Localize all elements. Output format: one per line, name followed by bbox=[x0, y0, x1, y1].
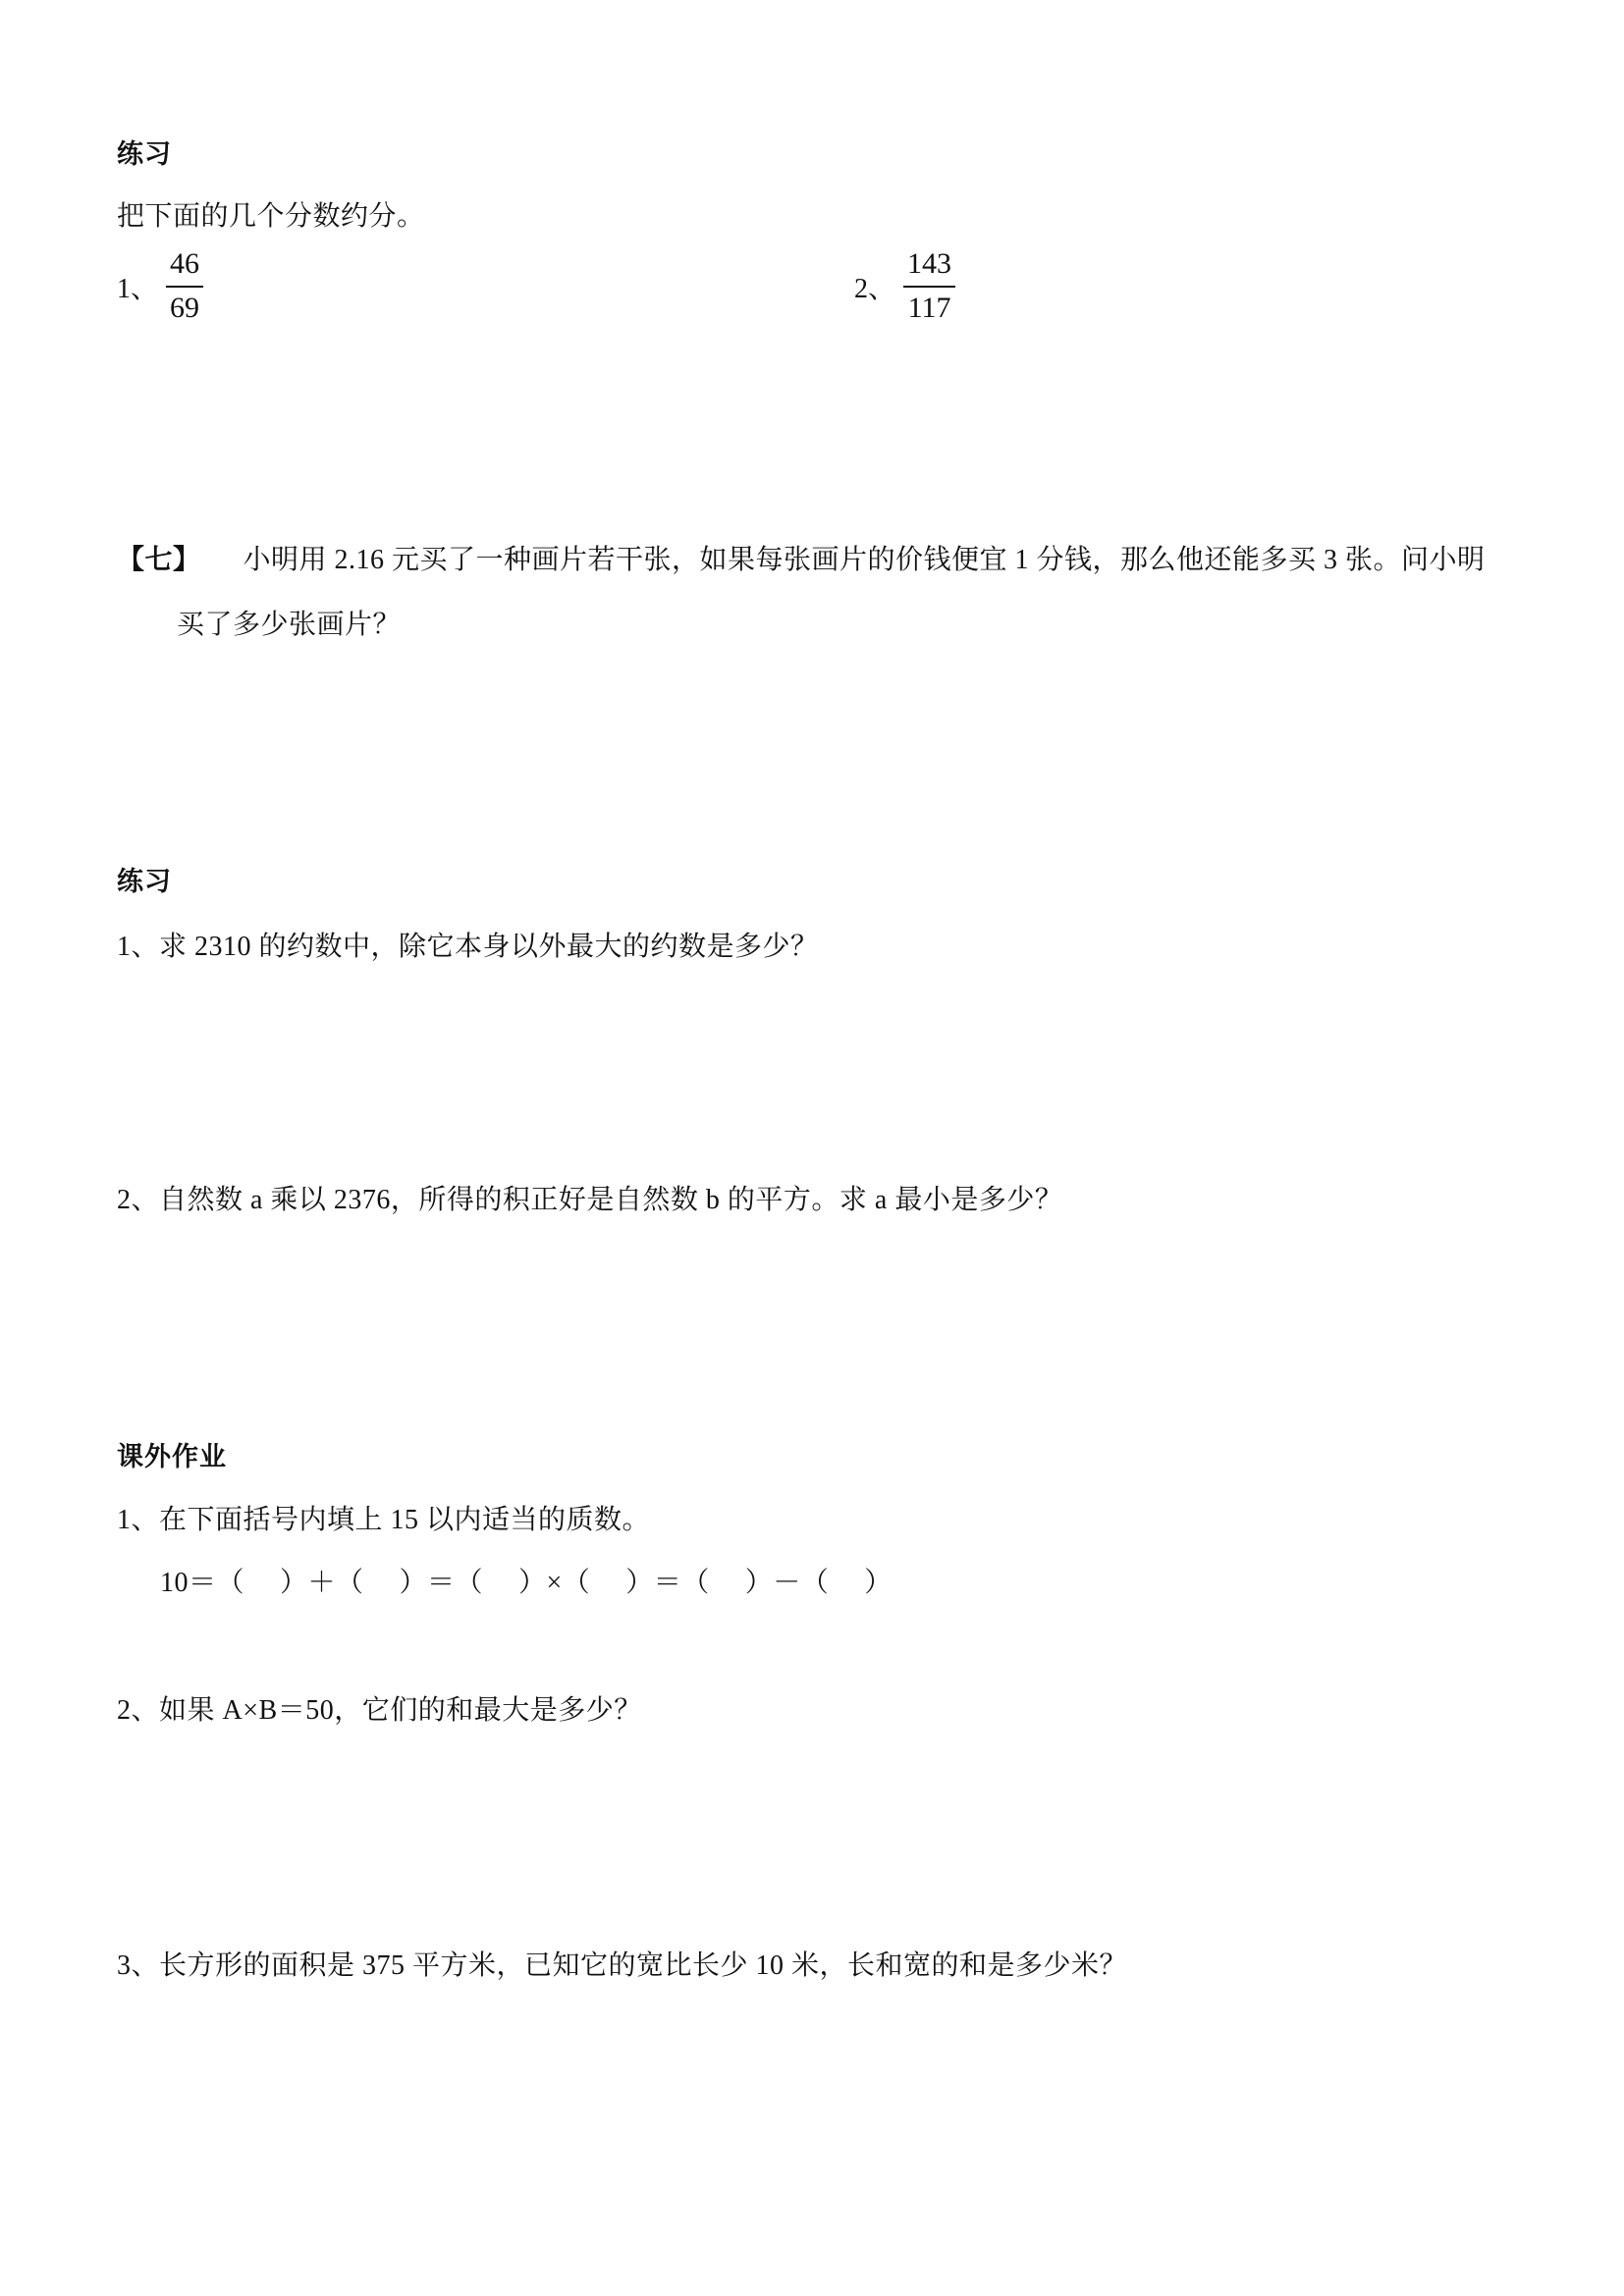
fraction-numerator: 46 bbox=[166, 247, 203, 288]
fraction-denominator: 117 bbox=[907, 291, 951, 324]
section-heading-practice-2: 练习 bbox=[117, 867, 172, 897]
reduce-fractions-instruction: 把下面的几个分数约分。 bbox=[117, 201, 425, 232]
fraction bbox=[166, 247, 203, 325]
problem-7-line-2: 买了多少张画片？ bbox=[177, 610, 402, 640]
homework-question-1: 1、在下面括号内填上 15 以内适当的质数。 bbox=[117, 1505, 651, 1535]
section-heading-practice-1: 练习 bbox=[117, 139, 172, 170]
fraction-denominator: 69 bbox=[170, 291, 200, 324]
fraction-label: 1、 bbox=[117, 273, 159, 304]
fraction-item-1 bbox=[117, 247, 203, 325]
practice-question-2: 2、自然数 a 乘以 2376，所得的积正好是自然数 b 的平方。求 a 最小是多少？ bbox=[117, 1185, 1063, 1215]
fraction-label: 2、 bbox=[854, 273, 896, 304]
practice-question-1: 1、求 2310 的约数中，除它本身以外最大的约数是多少？ bbox=[117, 932, 819, 962]
homework-question-3: 3、长方形的面积是 375 平方米，已知它的宽比长少 10 米，长和宽的和是多少米？ bbox=[117, 1950, 1128, 1981]
homework-question-2: 2、如果 A×B＝50，它们的和最大是多少？ bbox=[117, 1695, 642, 1726]
fraction-item-2 bbox=[854, 247, 955, 325]
problem-7 bbox=[117, 538, 1486, 577]
homework-question-1-equation: 10＝（ ）＋（ ）＝（ ）×（ ）＝（ ）－（ ） bbox=[160, 1568, 893, 1598]
fraction bbox=[903, 247, 955, 325]
section-heading-homework: 课外作业 bbox=[117, 1442, 227, 1472]
fraction-numerator: 143 bbox=[903, 247, 955, 288]
problem-7-tag: 【七】 bbox=[117, 545, 201, 575]
problem-7-line-1: 小明用 2.16 元买了一种画片若干张，如果每张画片的价钱便宜 1 分钱，那么他还能多买 3 张。问小明 bbox=[243, 545, 1486, 575]
